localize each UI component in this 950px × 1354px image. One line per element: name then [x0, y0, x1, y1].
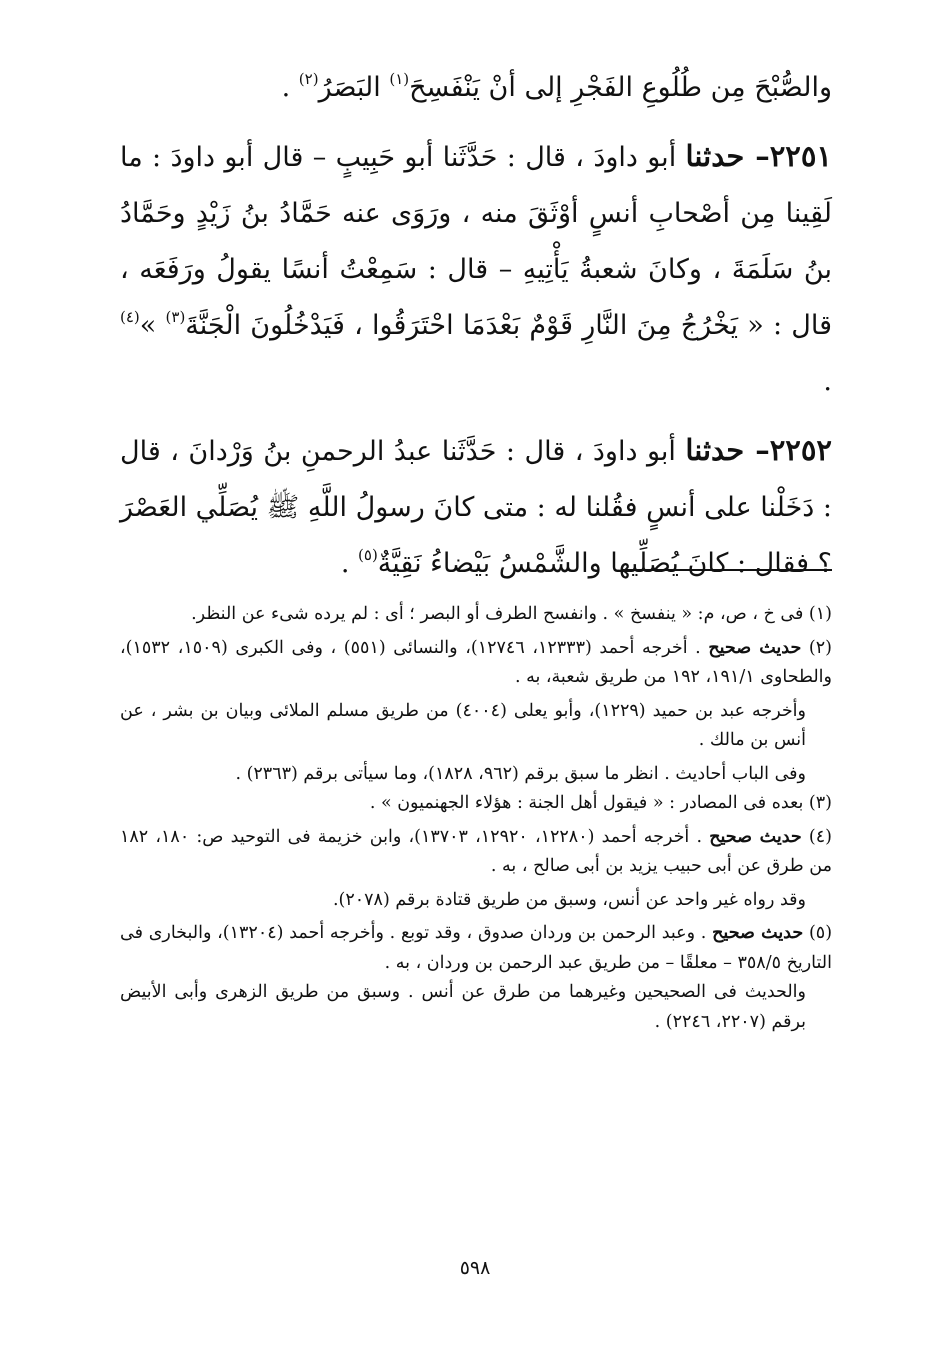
text-span: (٥)	[803, 923, 833, 943]
hadith-number: ٢٢٥١–	[755, 139, 832, 173]
footnote-ref-1: (١)	[389, 70, 410, 88]
text-span: والصُّبْحَ مِن طُلُوعِ الفَجْرِ إلى أنْ يَنْفَسِحَ	[409, 72, 832, 103]
haddathana-word: حدثنا	[685, 433, 756, 467]
footnotes	[120, 600, 832, 1037]
continuation-line	[120, 60, 832, 116]
text-span: . أخرجه أحمد (١٢٢٨٠، ١٢٩٢٠، ١٣٧٠٣)، وابن خزيمة فى التوحيد ص: ١٨٠، ١٨٢ من طرق عن أبى حبيب يزيد بن أبى صالح ، به .	[120, 826, 832, 876]
footnote-ref-2: (٢)	[298, 70, 319, 88]
footnote-ref-4: (٤)	[120, 308, 140, 326]
text-span: البَصَرُ	[318, 72, 390, 103]
footnote-5-para-2: والحديث فى الصحيحين وغيرهما من طرق عن أنس . وسبق من طريق الزهرى وأبى الأبيض برقم (٢٢٠٧، ٢٢٤٦) .	[120, 982, 806, 1032]
grade-label: حديث صحيح	[708, 637, 802, 658]
text-span: . أخرجه أحمد (١٢٣٣٣، ١٢٧٤٦)، والنسائى (٥٥١) ، وفى الكبرى (١٥٠٩، ١٥٣٢)، والطحاوى ١٩١/١، ١٩٢ من طريق شعبة، به .	[120, 637, 832, 687]
footnote-ref-3: (٣)	[165, 308, 186, 326]
page-number: ٥٩٨	[459, 1257, 491, 1279]
grade-label: حديث صحيح	[709, 826, 802, 847]
hadith-2252	[120, 422, 832, 592]
footnote-3: (٣) بعده فى المصادر : « فيقول أهل الجنة : هؤلاء الجهنميون » .	[369, 793, 832, 813]
text-span: .	[823, 366, 832, 397]
text-span: (٤)	[801, 826, 832, 847]
haddathana-word: حدثنا	[685, 139, 756, 173]
hadith-number: ٢٢٥٢–	[755, 433, 832, 467]
footnote-2-para-3: وفى الباب أحاديث . انظر ما سبق برقم (٩٦٢، ١٨٢٨)، وما سيأتى برقم (٢٣٦٣) .	[235, 763, 806, 784]
footnote-separator	[622, 569, 832, 571]
main-text	[120, 60, 832, 592]
text-span: .	[281, 72, 299, 103]
book-page	[120, 60, 832, 1310]
text-span: . وعبد الرحمن بن وردان صدوق ، وقد توبع . وأخرجه أحمد (١٣٢٠٤)، والبخارى فى التاريخ ٣٥٨/٥ – معلقًا – من طريق عبد الرحمن بن وردان ، به .	[120, 923, 832, 973]
text-span: .	[340, 548, 359, 579]
footnote-1: (١) فى خ ، ص، م: « ينفسخ » . وانفسح الطرف أو البصر ؛ أى : لم يرده شىء عن النظر.	[191, 604, 832, 624]
footnote-2-para-2: وأخرجه عبد بن حميد (١٢٢٩)، وأبو يعلى (٤٠٠٤) من طريق مسلم الملائى وبيان بن بشر ، عن أنس بن مالك .	[120, 700, 806, 750]
footnote-2	[120, 634, 832, 693]
footnote-4	[120, 823, 832, 882]
footnote-5	[120, 919, 832, 978]
hadith-2251	[120, 128, 832, 410]
grade-label: حديث صحيح	[712, 923, 804, 943]
footnote-ref-5: (٥)	[358, 546, 378, 564]
text-span: »	[139, 310, 166, 341]
hadith-text: أبو داودَ ، قال : حَدَّثَنا أبو حَبِيبٍ – قال أبو داودَ : ما لَقِينا مِن أصْحابِ أنسٍ أوْثَقَ منه ، ورَوَى عنه حَمَّادُ بنُ زَيْدٍ وحَمَّادُ بنُ سَلَمَةَ ، وكانَ شعبةُ يَأْتِيهِ – قال : سَمِعْتُ أنسًا يقولُ ورَفَعَه ، قال : « يَخْرُجُ مِنَ النَّارِ قَوْمٌ بَعْدَمَا احْتَرَقُوا ، فَيَدْخُلُونَ الْجَنَّةَ	[120, 142, 832, 341]
text-span: (٢)	[801, 637, 832, 658]
hadith-text: أبو داودَ ، قال : حَدَّثَنا عبدُ الرحمنِ بنُ وَرْدانَ ، قال : دَخَلْنا على أنسٍ فقُلنا له : متى كانَ رسولُ اللَّهِ ﷺ يُصَلِّي العَصْرَ ؟ فقال : كانَ يُصَلِّيها والشَّمْسُ بَيْضاءُ نَقِيَّةٌ	[120, 436, 832, 579]
footnote-4-para-2: وقد رواه غير واحد عن أنس، وسبق من طريق قتادة برقم (٢٠٧٨).	[332, 889, 806, 910]
